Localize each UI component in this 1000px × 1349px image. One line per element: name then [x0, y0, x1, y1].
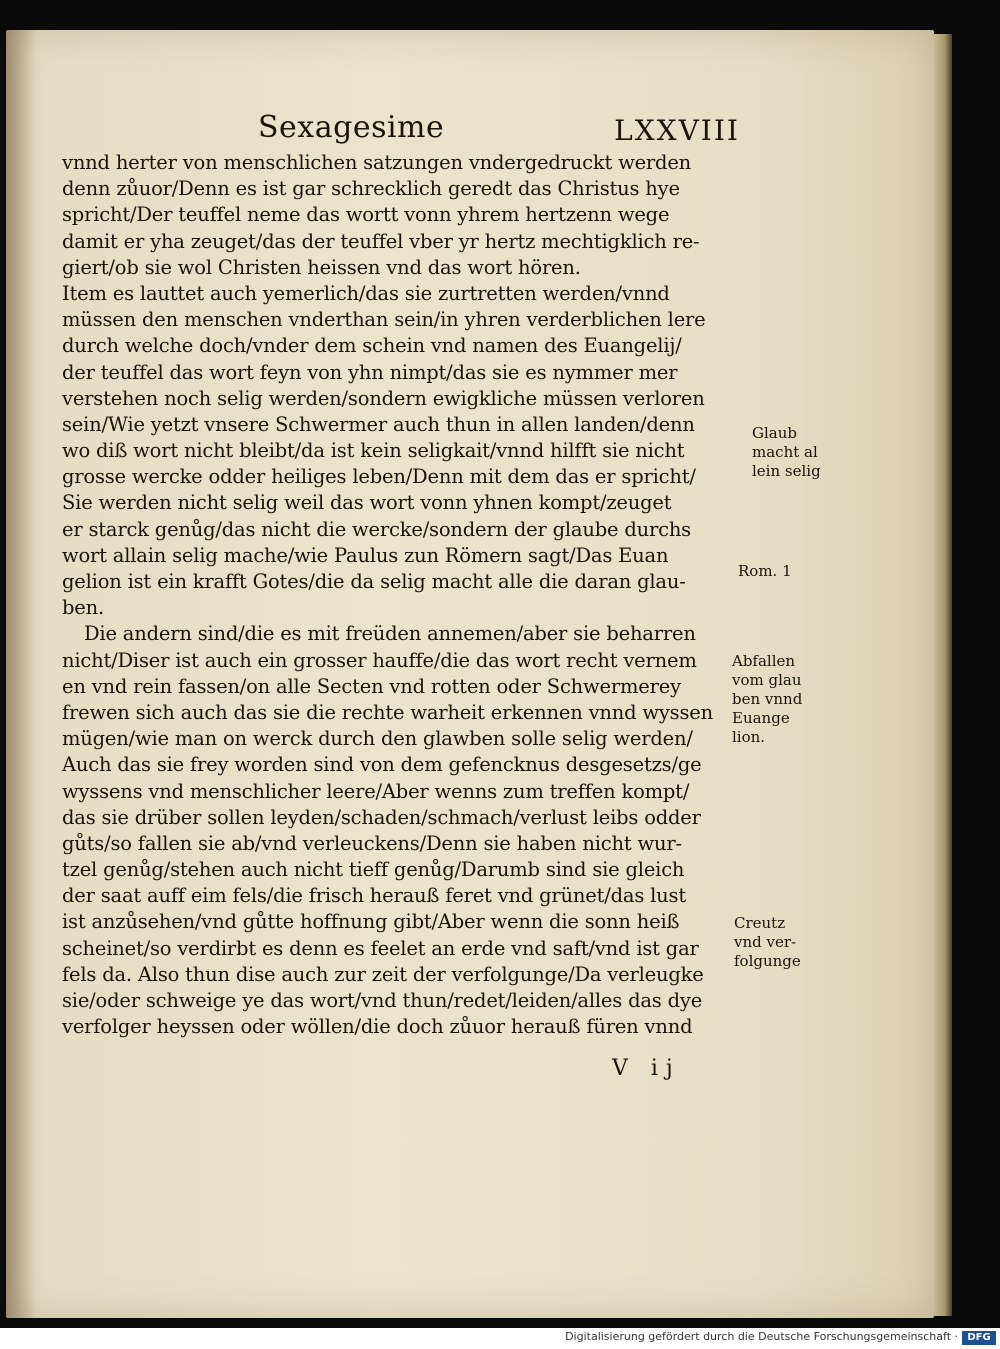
- text-line: sein/Wie yetzt vnsere Schwermer auch thun in allen landen/denn: [62, 412, 695, 436]
- text-line: en vnd rein fassen/on alle Secten vnd rotten oder Schwermerey: [62, 674, 681, 698]
- margin-note-line: Abfallen: [732, 652, 796, 670]
- margin-note-line: lion.: [732, 728, 766, 746]
- text-line: gůts/so fallen sie ab/vnd verleuckens/Denn sie haben nicht wur-: [62, 831, 682, 855]
- text-line: verfolger heyssen oder wöllen/die doch zůuor herauß füren vnnd: [62, 1015, 693, 1039]
- text-line: ist anzůsehen/vnd gůtte hoffnung gibt/Aber wenn die sonn heiß: [62, 910, 680, 934]
- text-line: gelion ist ein krafft Gotes/die da selig macht alle die daran glau-: [62, 570, 686, 593]
- margin-note-line: ben vnnd: [732, 690, 803, 708]
- page-header: [240, 110, 740, 152]
- running-title: Sexagesime: [258, 110, 445, 145]
- margin-note-creutz: [734, 914, 801, 971]
- margin-note-line: Creutz: [734, 914, 786, 932]
- funding-credit: Digitalisierung gefördert durch die Deutsche Forschungsgemeinschaft ·: [565, 1330, 958, 1343]
- text-line: fels da. Also thun dise auch zur zeit der verfolgunge/Da verleugke: [62, 962, 704, 986]
- text-line: durch welche doch/vnder dem schein vnd namen des Euangelij/: [62, 334, 682, 358]
- text-line: scheinet/so verdirbt es denn es feelet an erde vnd saft/vnd ist gar: [62, 936, 699, 960]
- text-line: wyssens vnd menschlicher leere/Aber wenns zum treffen kompt/: [62, 779, 690, 803]
- margin-note-line: macht al: [752, 443, 818, 461]
- text-line: Auch das sie frey worden sind von dem gefencknus desgesetzs/ge: [62, 753, 702, 777]
- folio-number: LXXVIII: [614, 114, 740, 147]
- margin-note-glaub: [752, 424, 821, 481]
- footer-bar: [0, 1328, 1000, 1349]
- text-line: verstehen noch selig werden/sondern ewigkliche müssen verloren: [62, 386, 705, 410]
- margin-note-line: vom glau: [732, 671, 802, 689]
- text-line: damit er yha zeuget/das der teuffel vber yr hertz mechtigklich re-: [62, 229, 700, 253]
- text-line: tzel genůg/stehen auch nicht tieff genůg/Darumb sind sie gleich: [62, 858, 685, 882]
- text-line: giert/ob sie wol Christen heissen vnd das wort hören.: [62, 255, 581, 279]
- text-line: wort allain selig mache/wie Paulus zun Römern sagt/Das Euan: [62, 543, 669, 567]
- text-line: müssen den menschen vnderthan sein/in yhren verderblichen lere: [62, 308, 706, 332]
- margin-note-abfallen: [732, 652, 802, 747]
- text-line: der teuffel das wort feyn von yhn nimpt/das sie es nymmer mer: [62, 360, 678, 384]
- text-line: nicht/Diser ist auch ein grosser hauffe/die das wort recht vernem: [62, 648, 697, 672]
- signature-mark: V ij: [612, 1056, 681, 1081]
- margin-note-rom: [738, 562, 792, 581]
- text-line: Sie werden nicht selig weil das wort vonn yhnen kompt/zeuget: [62, 491, 672, 515]
- text-line: er starck genůg/das nicht die wercke/sondern der glaube durchs: [62, 517, 691, 541]
- text-line: das sie drüber sollen leyden/schaden/schmach/verlust leibs odder: [62, 805, 701, 829]
- text-line: grosse wercke odder heiliges leben/Denn mit dem das er spricht/: [62, 465, 696, 489]
- margin-note-line: Euange: [732, 709, 790, 727]
- dfg-logo[interactable]: DFG: [962, 1331, 996, 1345]
- text-line: sie/oder schweige ye das wort/vnd thun/redet/leiden/alles das dye: [62, 989, 703, 1012]
- body-text: [62, 150, 732, 1040]
- spine-shadow: [6, 30, 36, 1318]
- text-line: vnnd herter von menschlichen satzungen vndergedruckt werden: [62, 151, 692, 174]
- text-line: der saat auff eim fels/die frisch herauß feret vnd grünet/das lust: [62, 884, 686, 908]
- margin-note-line: Rom. 1: [738, 562, 792, 580]
- text-line: Item es lauttet auch yemerlich/das sie zurtretten werden/vnnd: [62, 281, 670, 305]
- text-line: wo diß wort nicht bleibt/da ist kein seligkait/vnnd hilfft sie nicht: [62, 439, 685, 463]
- text-line: mügen/wie man on werck durch den glawben solle selig werden/: [62, 727, 693, 751]
- text-line: Die andern sind/die es mit freüden annemen/aber sie beharren: [84, 622, 696, 646]
- margin-note-line: Glaub: [752, 424, 797, 442]
- margin-note-line: vnd ver-: [734, 933, 797, 951]
- page-edge: [934, 34, 952, 1316]
- text-line: spricht/Der teuffel neme das wortt vonn yhrem hertzenn wege: [62, 203, 670, 227]
- margin-note-line: lein selig: [752, 462, 821, 480]
- margin-note-line: folgunge: [734, 952, 801, 970]
- text-line: frewen sich auch das sie die rechte warheit erkennen vnnd wyssen: [62, 700, 713, 724]
- text-line: ben.: [62, 596, 104, 620]
- text-line: denn zůuor/Denn es ist gar schrecklich geredt das Christus hye: [62, 177, 680, 201]
